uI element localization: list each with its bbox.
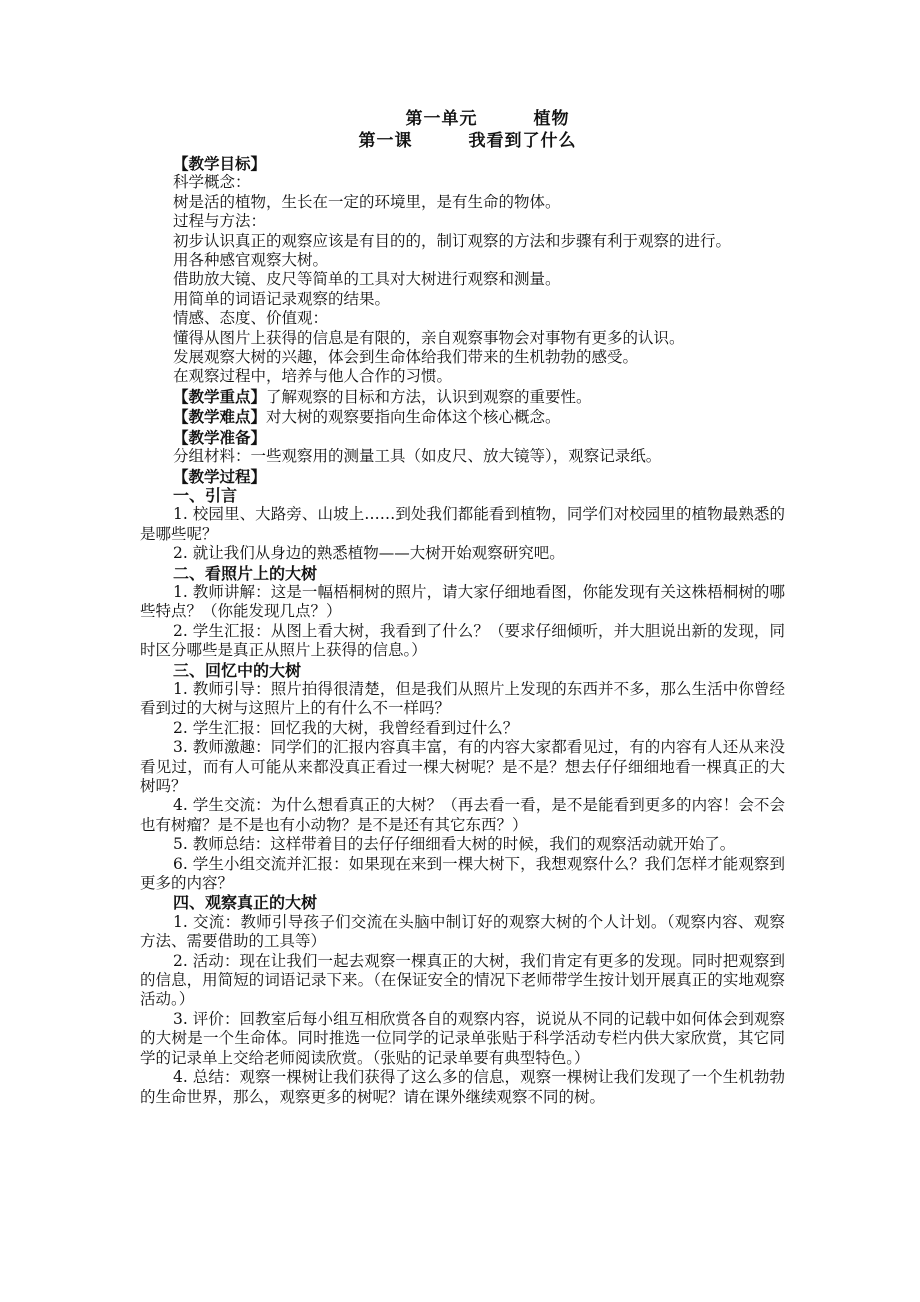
line-procedure: 【教学过程】 — [173, 466, 267, 486]
line-sec-1: 一、引言 — [173, 485, 238, 505]
line-sec-1-2: 2. 就让我们从身边的熟悉植物——大树开始观察研究吧。 — [173, 544, 565, 563]
line-sec-3: 三、回忆中的大树 — [173, 660, 302, 680]
line-emotion-3: 在观察过程中，培养与他人合作的习惯。 — [173, 367, 453, 386]
document-page — [140, 108, 785, 1107]
line-difficulty — [140, 407, 785, 427]
line-objectives: 【教学目标】 — [173, 154, 267, 173]
line-process-3: 借助放大镜、皮尺等简单的工具对大树进行观察和测量。 — [173, 270, 561, 289]
unit-label: 第一单元 — [405, 109, 478, 129]
lesson-name: 我看到了什么 — [468, 131, 577, 151]
line-prep: 【教学准备】 — [173, 427, 267, 447]
line-key-point-label: 【教学重点】 — [173, 386, 267, 406]
line-sec-4-4: 4. 总结：观察一棵树让我们获得了这么多的信息，观察一棵树让我们发现了一个生机勃勃的生命世界，那么，观察更多的树呢？请在课外继续观察不同的树。 — [140, 1068, 785, 1106]
line-sec-3-3: 3. 教师激趣：同学们的汇报内容真丰富，有的内容大家都看见过，有的内容有人还从来没看见过，而有人可能从来都没真正看过一棵大树呢？是不是？想去仔仔细细地看一棵真正的大树吗？ — [140, 738, 785, 795]
line-process-4: 用简单的词语记录观察的结果。 — [173, 289, 391, 308]
line-sec-2-2: 2. 学生汇报：从图上看大树，我看到了什么？（要求仔细倾听，并大胆说出新的发现，同时区分哪些是真正从照片上获得的信息。） — [140, 621, 785, 660]
unit-title — [140, 108, 785, 130]
line-concept-label: 科学概念： — [173, 173, 251, 192]
line-difficulty-text: 对大树的观察要指向生命体这个核心概念。 — [266, 408, 561, 427]
line-key-point — [140, 387, 785, 407]
line-sec-4-3: 3. 评价：回教室后每小组互相欣赏各自的观察内容，说说从不同的记载中如何体会到观察的大树是一个生命体。同时推选一位同学的记录单张贴于科学活动专栏内供大家欣赏，其它同学的记录单上交给老师阅读欣赏。（张贴的记录单要有典型特色。） — [140, 1009, 785, 1067]
unit-name: 植物 — [533, 109, 570, 129]
line-sec-4-1: 1. 交流：教师引导孩子们交流在头脑中制订好的观察大树的个人计划。（观察内容、观察方法、需要借助的工具等） — [140, 912, 785, 951]
lesson-title — [140, 130, 785, 152]
line-emotion-1: 懂得从图片上获得的信息是有限的，亲自观察事物会对事物有更多的认识。 — [173, 328, 685, 347]
line-sec-3-6: 6. 学生小组交流并汇报：如果现在来到一棵大树下，我想观察什么？我们怎样才能观察到更多的内容？ — [140, 854, 785, 893]
line-sec-3-4: 4. 学生交流：为什么想看真正的大树？（再去看一看，是不是能看到更多的内容！会不会也有树瘤？是不是也有小动物？是不是还有其它东西？） — [140, 796, 785, 834]
document-body — [140, 154, 785, 1107]
line-emotion-label: 情感、态度、价值观： — [173, 309, 329, 328]
line-sec-2-1: 1. 教师讲解：这是一幅梧桐树的照片，请大家仔细地看图，你能发现有关这株梧桐树的哪些特点？（你能发现几点？） — [140, 582, 785, 621]
line-process-1: 初步认识真正的观察应该是有目的的，制订观察的方法和步骤有利于观察的进行。 — [173, 231, 732, 250]
line-process-2: 用各种感官观察大树。 — [173, 251, 329, 270]
line-sec-2: 二、看照片上的大树 — [173, 563, 318, 583]
line-sec-4: 四、观察真正的大树 — [173, 893, 318, 913]
line-emotion-2: 发展观察大树的兴趣，体会到生命体给我们带来的生机勃勃的感受。 — [173, 348, 639, 367]
line-sec-3-1: 1. 教师引导：照片拍得很清楚，但是我们从照片上发现的东西并不多，那么生活中你曾经看到过的大树与这照片上的有什么不一样吗？ — [140, 679, 785, 718]
line-sec-4-2: 2. 活动：现在让我们一起去观察一棵真正的大树，我们肯定有更多的发现。同时把观察到的信息，用简短的词语记录下来。（在保证安全的情况下老师带学生按计划开展真正的实地观察活动。） — [140, 951, 785, 1009]
line-sec-3-5: 5. 教师总结：这样带着目的去仔仔细细看大树的时候，我们的观察活动就开始了。 — [173, 835, 736, 854]
line-difficulty-label: 【教学难点】 — [173, 407, 267, 427]
line-process-label: 过程与方法： — [173, 212, 267, 231]
line-concept-1: 树是活的植物，生长在一定的环境里，是有生命的物体。 — [173, 192, 561, 211]
line-prep-1: 分组材料：一些观察用的测量工具（如皮尺、放大镜等），观察记录纸。 — [173, 447, 662, 466]
lesson-label: 第一课 — [358, 131, 413, 151]
line-sec-1-1: 1. 校园里、大路旁、山坡上……到处我们都能看到植物，同学们对校园里的植物最熟悉的是哪些呢？ — [140, 505, 785, 543]
line-sec-3-2: 2. 学生汇报：回忆我的大树，我曾经看到过什么？ — [173, 718, 519, 737]
line-key-point-text: 了解观察的目标和方法，认识到观察的重要性。 — [266, 387, 592, 406]
